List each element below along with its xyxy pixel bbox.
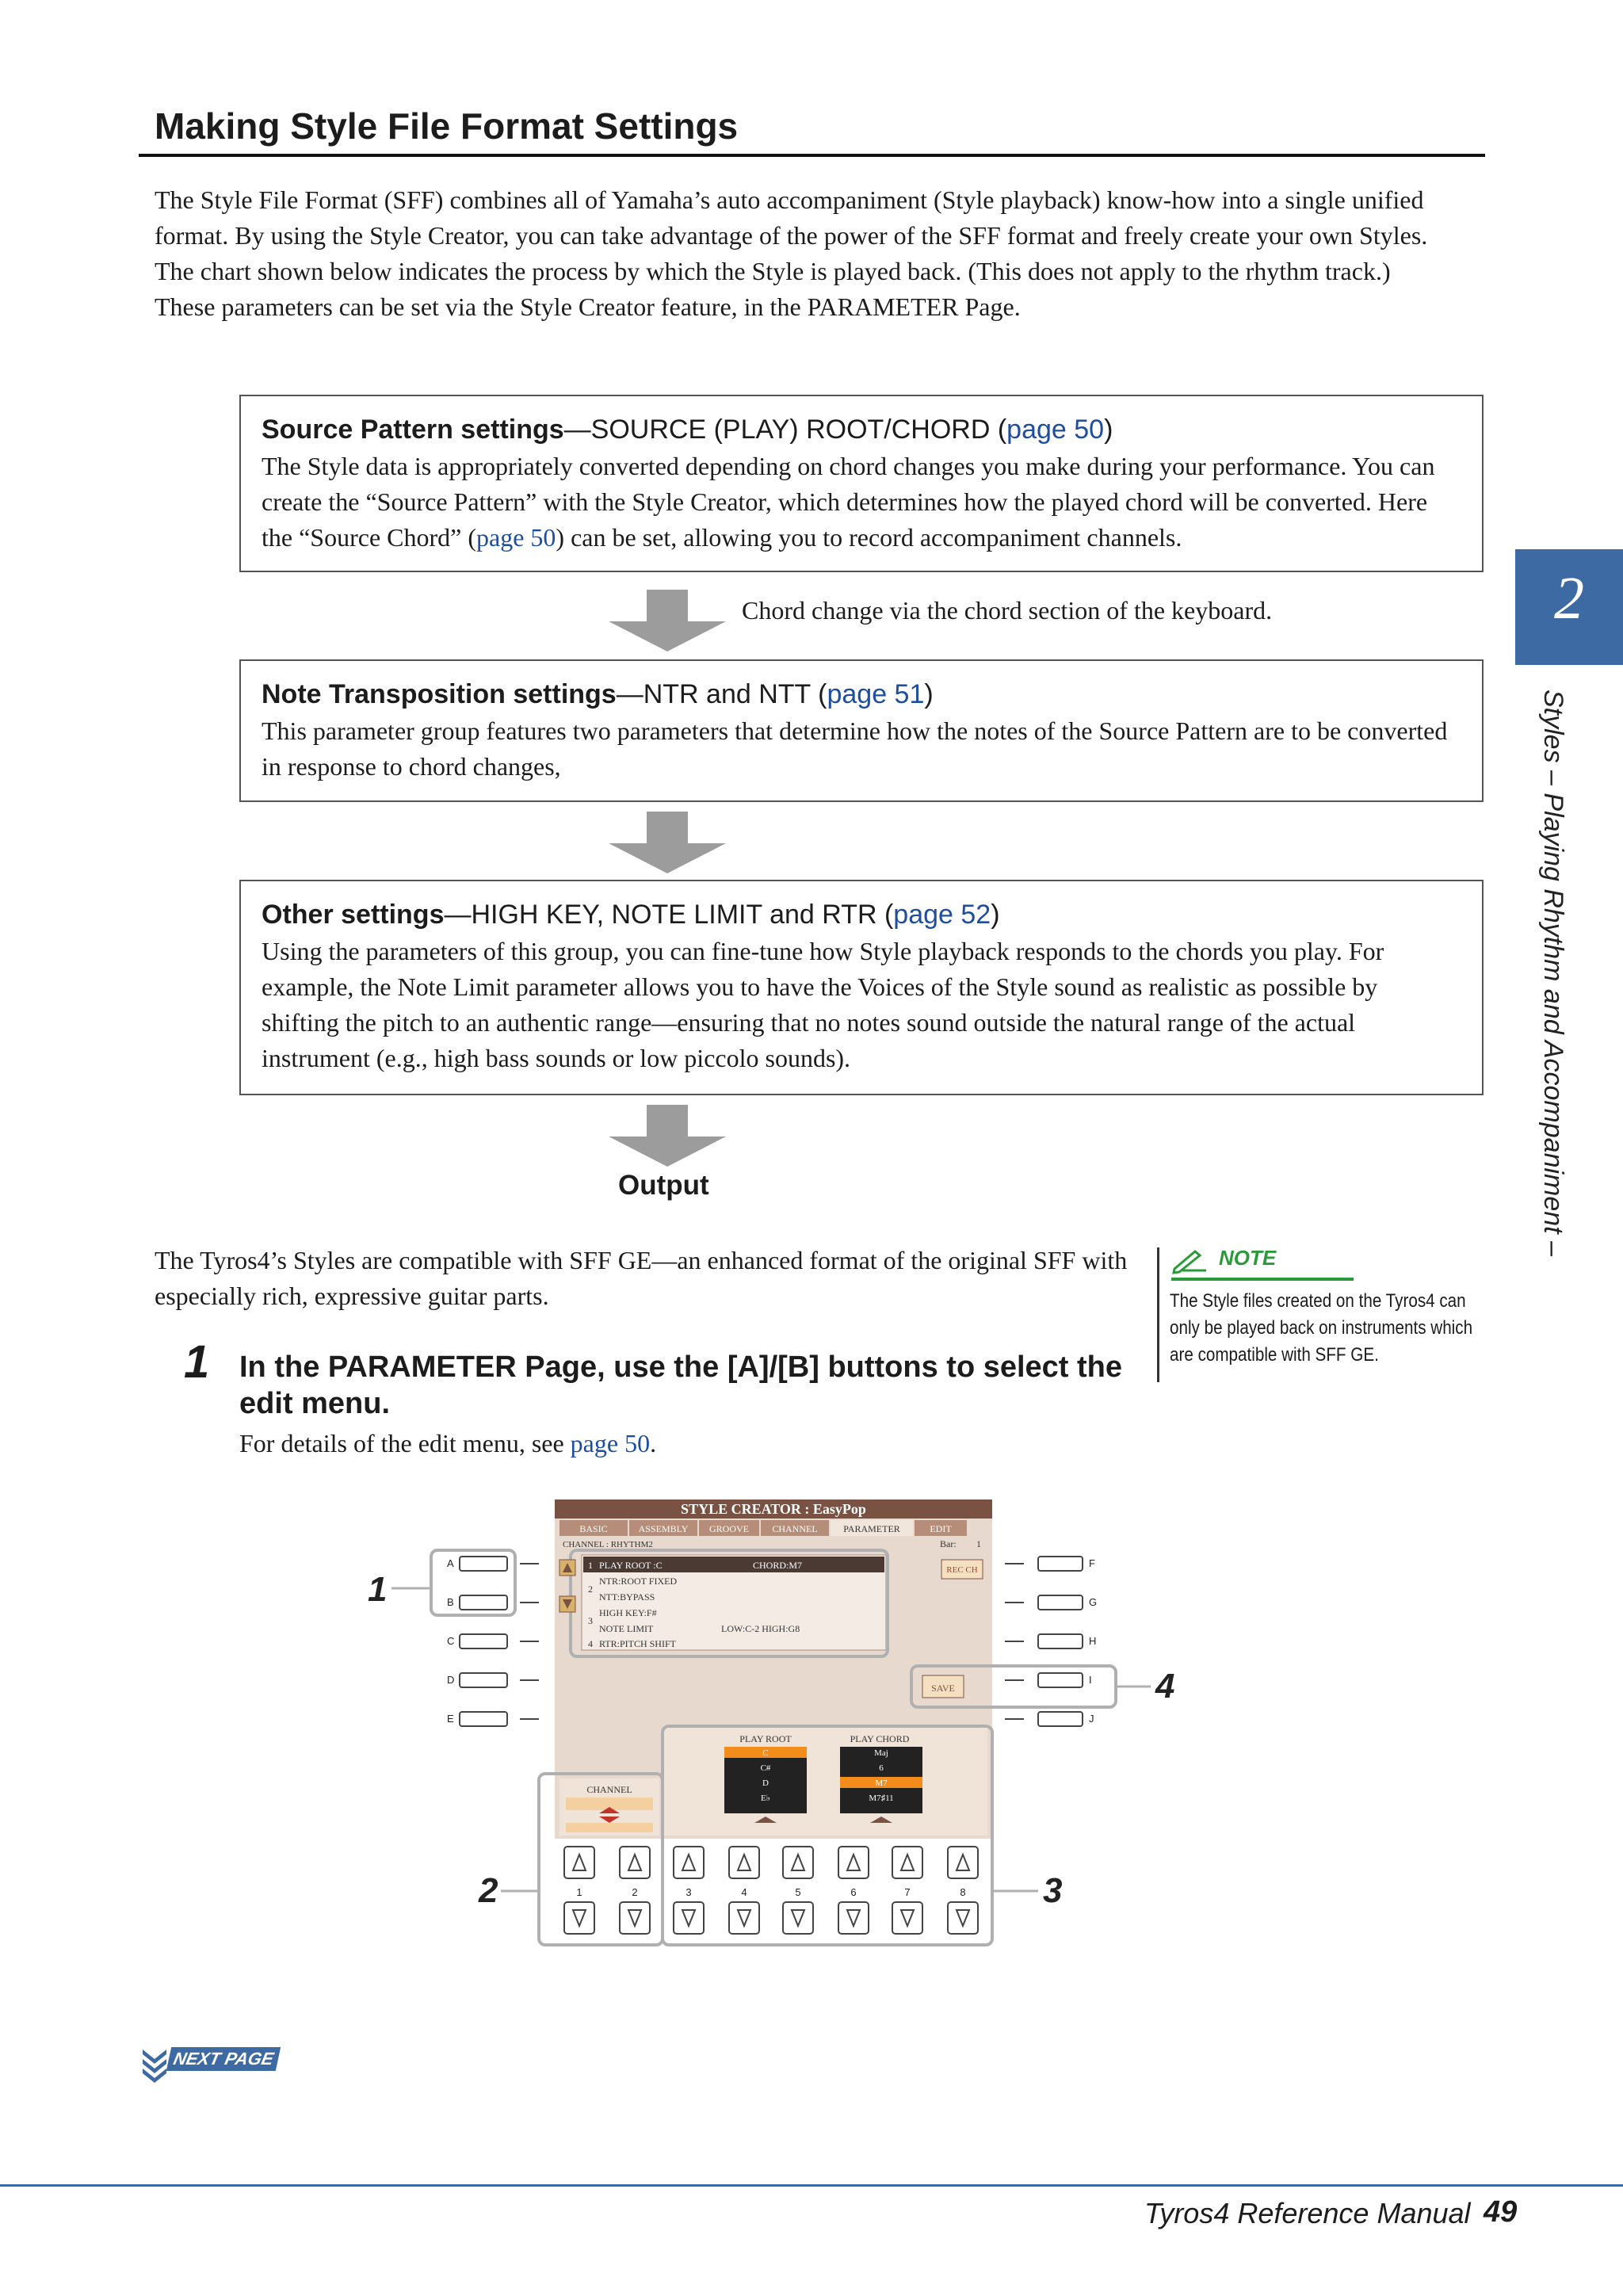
svg-text:EDIT: EDIT: [930, 1523, 952, 1534]
button-D: [447, 1673, 539, 1687]
button-F: [1005, 1557, 1095, 1571]
note-text: The Style files created on the Tyros4 can only be played back on instruments which are compatible with SFF GE.: [1170, 1290, 1473, 1366]
svg-text:NTR:ROOT FIXED: NTR:ROOT FIXED: [599, 1576, 678, 1587]
svg-text:A: A: [447, 1557, 454, 1569]
flow-box-source-pattern: [239, 395, 1484, 572]
svg-text:B: B: [447, 1596, 454, 1608]
footer-rule: [0, 2184, 1623, 2187]
flow-arrow-down-icon: [609, 812, 726, 873]
svg-text:1: 1: [576, 1886, 582, 1898]
intro-paragraph-2: The chart shown below indicates the process by which the Style is played back. (This does not apply to the rhythm track.): [155, 257, 1391, 285]
svg-text:C: C: [762, 1748, 769, 1758]
flow-arrow-note: Chord change via the chord section of the keyboard.: [742, 596, 1273, 625]
svg-text:D: D: [762, 1778, 769, 1788]
flow-box-description: Using the parameters of this group, you can fine-tune how Style playback responds to the chords you play. For example, the Note Limit parameter allows you to have the Voices of the Style sound as realistic as possible by shifting the pitch to an authentic range—ensuring that no notes sound outside the natural range of the actual instrument (e.g., high bass sounds or low piccolo sounds).: [262, 937, 1384, 1072]
chapter-side-title: Styles – Playing Rhythm and Accompaniment –: [1538, 690, 1568, 1256]
svg-text:6: 6: [879, 1763, 884, 1773]
callout-2: 2: [479, 1871, 498, 1910]
svg-text:F: F: [1089, 1557, 1095, 1569]
svg-text:D: D: [447, 1674, 455, 1686]
next-page-label[interactable]: NEXT PAGE: [166, 2047, 281, 2071]
button-7: [892, 1847, 922, 1934]
pencil-note-icon: [1171, 1248, 1209, 1274]
lcd-tabs: [559, 1520, 967, 1536]
flow-box-heading: Note Transposition settings—NTR and NTT (page 51): [262, 679, 934, 709]
svg-text:6: 6: [850, 1886, 857, 1898]
button-I: [1005, 1673, 1092, 1687]
svg-text:Maj: Maj: [874, 1748, 888, 1758]
button-6: [838, 1847, 869, 1934]
callout-3: 3: [1043, 1871, 1063, 1910]
button-J: [1005, 1712, 1094, 1726]
callout-4: 4: [1155, 1667, 1175, 1706]
flow-output-label: Output: [618, 1170, 709, 1201]
svg-text:PLAY CHORD: PLAY CHORD: [850, 1733, 910, 1744]
svg-text:I: I: [1089, 1674, 1092, 1686]
page-link[interactable]: page 50: [570, 1429, 651, 1457]
flow-box-note-transposition: [239, 659, 1484, 802]
svg-text:3: 3: [588, 1615, 593, 1626]
button-1: [564, 1847, 594, 1934]
page-title: Making Style File Format Settings: [155, 105, 739, 147]
flow-arrow-down-icon: [609, 1105, 726, 1167]
footer-page-number: 49: [1484, 2195, 1518, 2229]
svg-text:PLAY ROOT: PLAY ROOT: [739, 1733, 792, 1744]
svg-text:E: E: [447, 1713, 454, 1725]
intro-paragraph-1: The Style File Format (SFF) combines all of Yamaha’s auto accompaniment (Style playback) know-how into a single unified format. By using the Style Creator, you can take advantage of the power of the SFF format and freely create your own Styles.: [155, 185, 1428, 250]
note-underline: [1171, 1278, 1354, 1281]
svg-text:3: 3: [685, 1886, 692, 1898]
button-H: [1005, 1634, 1096, 1648]
flow-box-other-settings: [239, 880, 1484, 1095]
svg-text:CHANNEL: CHANNEL: [772, 1523, 818, 1534]
chapter-number: 2: [1554, 565, 1584, 632]
lcd-title: STYLE CREATOR : EasyPop: [681, 1501, 866, 1517]
sff-paragraph: The Tyros4’s Styles are compatible with SFF GE—an enhanced format of the original SFF with especially rich, expressive guitar parts.: [155, 1246, 1128, 1310]
button-A: [447, 1557, 539, 1571]
step-detail: For details of the edit menu, see page 50.: [239, 1429, 657, 1457]
callout-1: 1: [368, 1570, 388, 1609]
svg-text:8: 8: [960, 1886, 966, 1898]
button-5: [783, 1847, 813, 1934]
bottom-button-row: [564, 1847, 978, 1934]
svg-text:G: G: [1089, 1596, 1098, 1608]
button-3: [674, 1847, 704, 1934]
page-link[interactable]: page 52: [893, 900, 991, 930]
flow-box-heading: Source Pattern settings—SOURCE (PLAY) ROOT/CHORD (page 50): [262, 415, 1113, 445]
note-divider: [1157, 1247, 1159, 1382]
svg-text:E♭: E♭: [761, 1794, 770, 1803]
svg-text:NOTE LIMIT: NOTE LIMIT: [599, 1623, 654, 1634]
lcd-bar-value: 1: [976, 1538, 981, 1549]
lcd-bar-label: Bar:: [940, 1538, 957, 1549]
button-E: [447, 1712, 539, 1726]
svg-text:C#: C#: [760, 1763, 771, 1773]
svg-text:M7: M7: [875, 1778, 888, 1788]
svg-text:SAVE: SAVE: [931, 1683, 955, 1694]
flow-box-description: This parameter group features two parameters that determine how the notes of the Source Pattern are to be converted in response to chord changes,: [262, 716, 1448, 781]
svg-text:2: 2: [632, 1886, 638, 1898]
svg-text:1: 1: [588, 1560, 593, 1571]
page-link[interactable]: page 50: [476, 523, 556, 552]
intro-text: [155, 182, 1494, 325]
svg-text:CHORD:M7: CHORD:M7: [753, 1560, 803, 1571]
svg-text:BASIC: BASIC: [579, 1523, 608, 1534]
button-4: [729, 1847, 759, 1934]
svg-text:4: 4: [741, 1886, 747, 1898]
svg-text:CHANNEL: CHANNEL: [586, 1784, 632, 1795]
intro-paragraph-3: These parameters can be set via the Style Creator feature, in the PARAMETER Page.: [155, 292, 1021, 321]
button-2: [620, 1847, 650, 1934]
flow-box-heading: Other settings—HIGH KEY, NOTE LIMIT and RTR (page 52): [262, 900, 1000, 930]
step-number: 1: [184, 1336, 210, 1388]
svg-text:NTT:BYPASS: NTT:BYPASS: [599, 1591, 655, 1603]
svg-text:ASSEMBLY: ASSEMBLY: [638, 1523, 689, 1534]
svg-text:7: 7: [904, 1886, 911, 1898]
lcd-channel-label: CHANNEL : RHYTHM2: [563, 1540, 653, 1549]
button-C: [447, 1634, 539, 1648]
button-B: [447, 1595, 539, 1610]
play-settings-area: [663, 1728, 987, 1836]
svg-text:2: 2: [588, 1584, 593, 1595]
page-link[interactable]: page 51: [827, 679, 925, 709]
page-link[interactable]: page 50: [1006, 415, 1105, 445]
button-G: [1005, 1595, 1097, 1610]
title-rule: [139, 154, 1485, 157]
svg-text:4: 4: [588, 1638, 593, 1649]
flow-box-description: The Style data is appropriately converted depending on chord changes you make during your performance. You can create the “Source Pattern” with the Style Creator, which determines how the played chord will be converted. Here the “Source Chord” (page 50) can be set, allowing you to record accompaniment channels.: [262, 452, 1435, 552]
svg-text:RTR:PITCH SHIFT: RTR:PITCH SHIFT: [599, 1638, 676, 1649]
svg-text:J: J: [1089, 1713, 1094, 1725]
svg-text:GROOVE: GROOVE: [709, 1523, 749, 1534]
svg-text:REC CH: REC CH: [946, 1565, 978, 1575]
next-page-arrows-icon: [141, 2048, 168, 2083]
footer-manual-title: Tyros4 Reference Manual: [1144, 2197, 1471, 2229]
button-8: [948, 1847, 978, 1934]
svg-text:5: 5: [795, 1886, 801, 1898]
svg-text:PLAY ROOT :C: PLAY ROOT :C: [599, 1560, 663, 1571]
svg-text:C: C: [447, 1635, 455, 1647]
note-label: NOTE: [1219, 1246, 1277, 1270]
step-instruction: In the PARAMETER Page, use the [A]/[B] buttons to select the edit menu.: [239, 1350, 1123, 1420]
flow-arrow-down-icon: [609, 590, 726, 651]
svg-text:M7♯11: M7♯11: [869, 1794, 894, 1803]
svg-text:LOW:C-2 HIGH:G8: LOW:C-2 HIGH:G8: [721, 1623, 800, 1634]
instrument-panel-illustration: [368, 1490, 1220, 1966]
svg-text:H: H: [1089, 1635, 1097, 1647]
svg-text:HIGH KEY:F#: HIGH KEY:F#: [599, 1607, 657, 1618]
svg-text:PARAMETER: PARAMETER: [843, 1523, 900, 1534]
